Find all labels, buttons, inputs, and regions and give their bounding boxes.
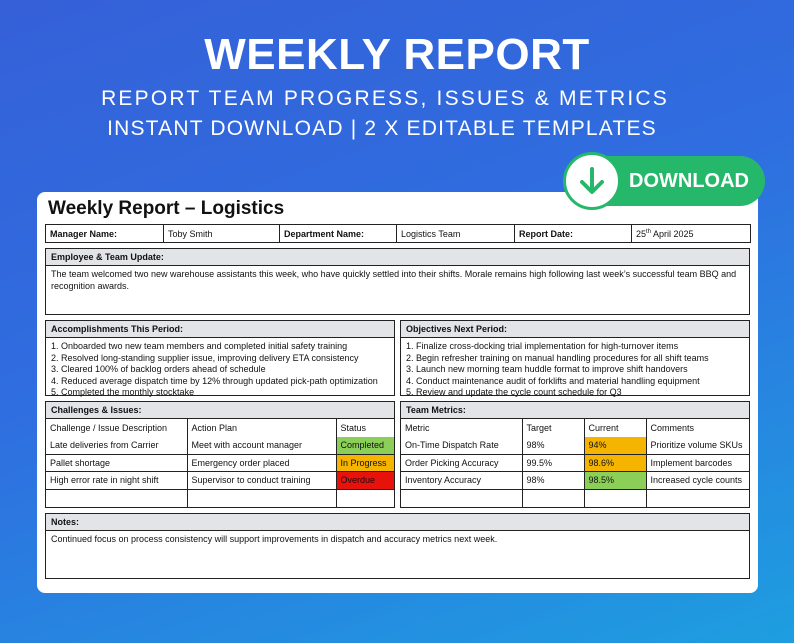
manager-label: Manager Name: xyxy=(46,225,164,243)
hero-tagline: INSTANT DOWNLOAD | 2 X EDITABLE TEMPLATES xyxy=(107,117,657,140)
status-badge xyxy=(336,489,394,507)
employee-update-header: Employee & Team Update: xyxy=(46,249,749,266)
objectives-list xyxy=(401,338,749,402)
metric-comment-cell: Prioritize volume SKUs xyxy=(646,437,749,455)
employee-update-text: The team welcomed two new warehouse assistants this week, who have quickly settled into their shifts. Morale remains high following last week’s successful team BBQ and recognition awards. xyxy=(51,269,737,291)
challenge-issue-cell: Pallet shortage xyxy=(46,454,187,472)
accomplishment-item: 1. Onboarded two new team members and completed initial safety training xyxy=(51,341,348,351)
notes-text: Continued focus on process consistency will support improvements in dispatch and accuracy metrics next week. xyxy=(51,534,498,544)
metrics-header: Team Metrics: xyxy=(401,402,749,419)
metric-target-cell xyxy=(522,489,584,507)
table-row xyxy=(401,489,749,507)
metric-target-cell: 98% xyxy=(522,437,584,455)
challenge-issue-cell xyxy=(46,489,187,507)
metric-comment-cell: Increased cycle counts xyxy=(646,472,749,490)
objective-item: 2. Begin refresher training on manual handling procedures for all shift teams xyxy=(406,352,709,363)
hero-subtitle: REPORT TEAM PROGRESS, ISSUES & METRICS xyxy=(101,87,669,110)
download-arrow-icon xyxy=(563,152,621,210)
metric-current-cell: 94% xyxy=(584,437,646,455)
metric-current-cell: 98.5% xyxy=(584,472,646,490)
challenge-issue-cell: Late deliveries from Carrier xyxy=(46,437,187,455)
notes-section xyxy=(45,513,750,579)
report-meta-table xyxy=(45,224,751,243)
report-title: Weekly Report – Logistics xyxy=(48,198,285,219)
metric-name-cell: On-Time Dispatch Rate xyxy=(401,437,522,455)
metric-current-cell xyxy=(584,489,646,507)
manager-value: Toby Smith xyxy=(164,225,280,243)
status-badge: Overdue xyxy=(336,472,394,490)
objective-item: 5. Review and update the cycle count schedule for Q3 xyxy=(406,387,622,397)
table-row xyxy=(46,454,394,472)
report-card xyxy=(37,192,758,593)
metrics-section xyxy=(400,401,750,508)
metrics-col-metric: Metric xyxy=(401,419,522,437)
metric-current-cell: 98.6% xyxy=(584,454,646,472)
challenges-header: Challenges & Issues: xyxy=(46,402,394,419)
metric-name-cell: Inventory Accuracy xyxy=(401,472,522,490)
accomplishments-section xyxy=(45,320,395,396)
metric-comment-cell: Implement barcodes xyxy=(646,454,749,472)
challenge-action-cell: Emergency order placed xyxy=(187,454,336,472)
metrics-col-current: Current xyxy=(584,419,646,437)
report-date-value: 25th April 2025 xyxy=(632,225,751,243)
table-row xyxy=(401,454,749,472)
metric-name-cell xyxy=(401,489,522,507)
report-date-label: Report Date: xyxy=(515,225,632,243)
table-row xyxy=(46,437,394,455)
challenge-action-cell: Meet with account manager xyxy=(187,437,336,455)
objectives-section xyxy=(400,320,750,396)
metric-target-cell: 99.5% xyxy=(522,454,584,472)
table-row xyxy=(401,472,749,490)
accomplishment-item: 3. Cleared 100% of backlog orders ahead of schedule xyxy=(51,364,266,374)
progress-row xyxy=(45,320,750,396)
metric-name-cell: Order Picking Accuracy xyxy=(401,454,522,472)
challenges-col-action: Action Plan xyxy=(187,419,336,437)
accomplishment-item: 4. Reduced average dispatch time by 12% through updated pick-path optimization xyxy=(51,375,378,386)
download-label: DOWNLOAD xyxy=(629,169,749,192)
metric-target-cell: 98% xyxy=(522,472,584,490)
objective-item: 3. Launch new morning team huddle format to improve shift handovers xyxy=(406,364,688,374)
challenge-action-cell xyxy=(187,489,336,507)
metric-comment-cell xyxy=(646,489,749,507)
accomplishment-item: 2. Resolved long-standing supplier issue, improving delivery ETA consistency xyxy=(51,352,359,363)
challenges-col-issue: Challenge / Issue Description xyxy=(46,419,187,437)
metrics-col-comments: Comments xyxy=(646,419,749,437)
challenges-table xyxy=(46,419,394,507)
challenge-action-cell: Supervisor to conduct training xyxy=(187,472,336,490)
metrics-col-target: Target xyxy=(522,419,584,437)
accomplishment-item: 5. Completed the monthly stocktake xyxy=(51,387,195,397)
objectives-header: Objectives Next Period: xyxy=(401,321,749,338)
objective-item: 4. Conduct maintenance audit of forklifts and material handling equipment xyxy=(406,375,700,386)
challenge-issue-cell: High error rate in night shift xyxy=(46,472,187,490)
hero-title: WEEKLY REPORT xyxy=(204,30,590,79)
department-label: Department Name: xyxy=(280,225,397,243)
employee-update-section xyxy=(45,248,750,315)
department-value: Logistics Team xyxy=(397,225,515,243)
table-row xyxy=(46,472,394,490)
accomplishments-list xyxy=(46,338,394,402)
challenges-section xyxy=(45,401,395,508)
challenges-col-status: Status xyxy=(336,419,394,437)
table-row xyxy=(46,489,394,507)
issues-metrics-row xyxy=(45,401,750,508)
status-badge: Completed xyxy=(336,437,394,455)
notes-header: Notes: xyxy=(46,514,749,531)
metrics-table xyxy=(401,419,749,507)
accomplishments-header: Accomplishments This Period: xyxy=(46,321,394,338)
objective-item: 1. Finalize cross-docking trial implementation for high-turnover items xyxy=(406,341,679,351)
download-button[interactable] xyxy=(567,156,765,206)
status-badge: In Progress xyxy=(336,454,394,472)
table-row xyxy=(401,437,749,455)
